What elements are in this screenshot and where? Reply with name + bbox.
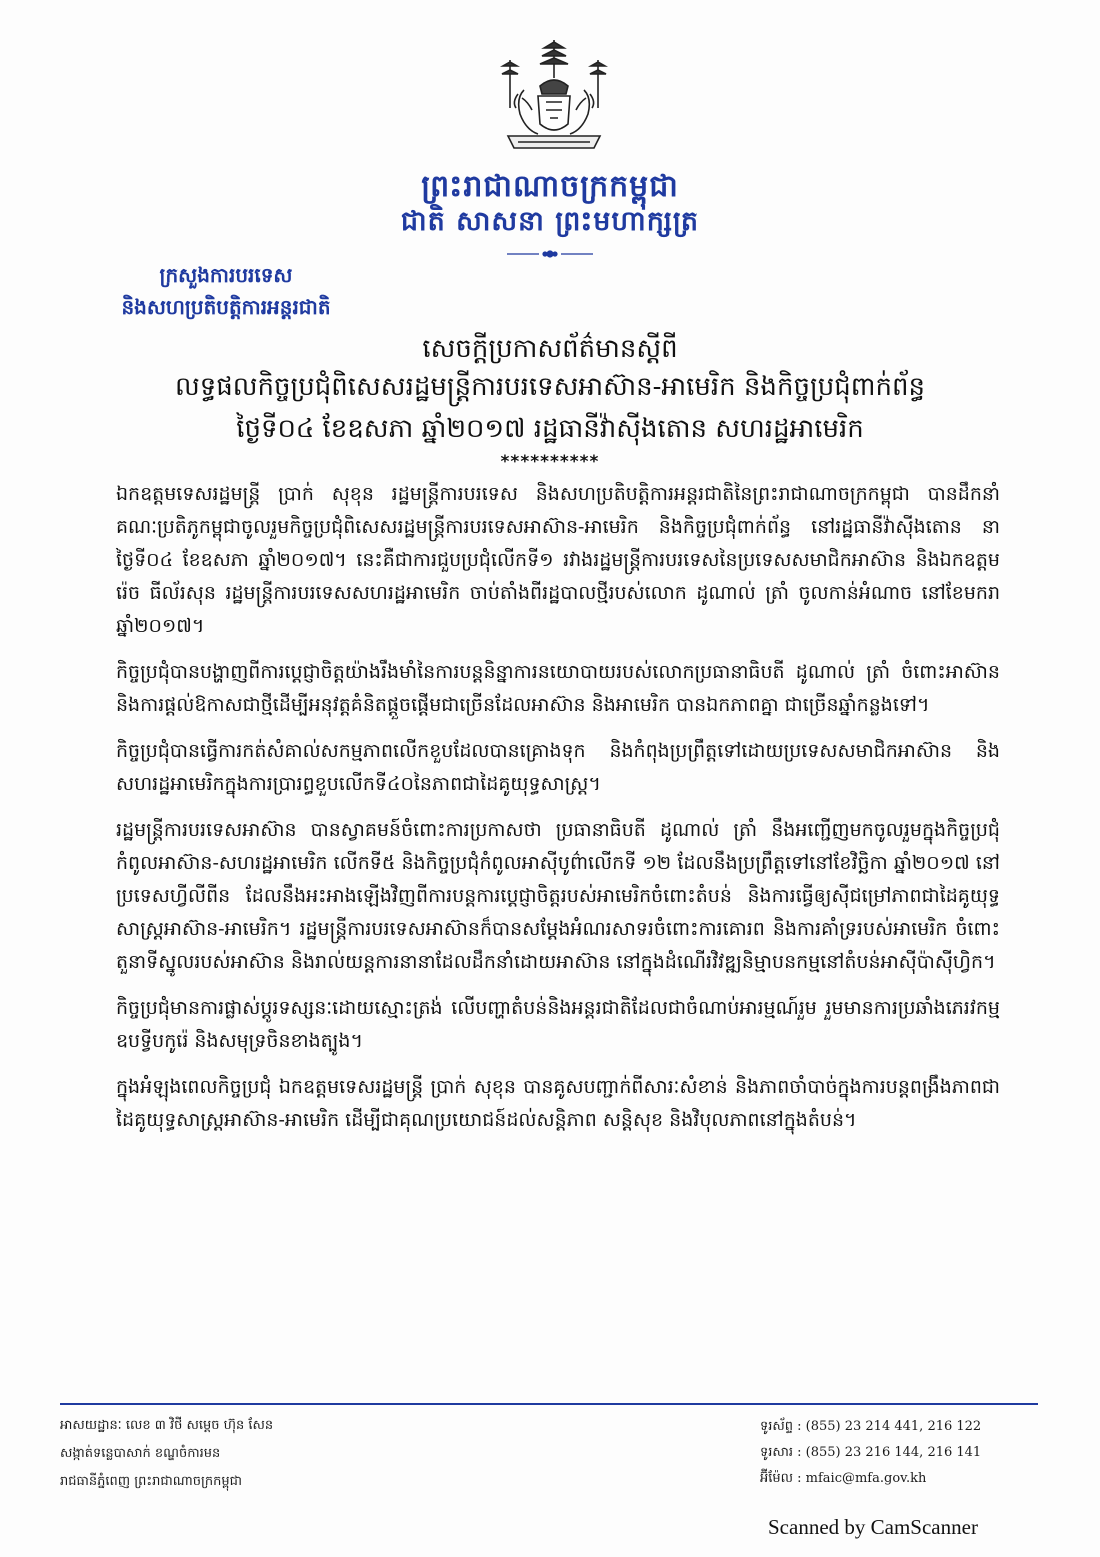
- address-line: រាជធានីភ្នំពេញ ព្រះរាជាណាចក្រកម្ពុជា: [60, 1474, 242, 1489]
- email-line: អ៊ីម៉ែល : mfaic@mfa.gov.kh: [760, 1471, 927, 1486]
- document-body: [116, 478, 1000, 1150]
- document-subject: លទ្ធផលកិច្ចប្រជុំពិសេសរដ្ឋមន្ត្រីការបរទេសអាស៊ាន-អាមេរិក និងកិច្ចប្រជុំពាក់ព័ន្ធ: [175, 372, 925, 402]
- address-line: សង្កាត់ទន្លេបាសាក់ ខណ្ឌចំការមន: [60, 1446, 221, 1461]
- kingdom-title: ព្រះរាជាណាចក្រកម្ពុជា: [421, 169, 679, 204]
- footer-divider: [60, 1403, 1038, 1405]
- footer-address: [60, 1412, 580, 1496]
- ministry-subtitle: និងសហប្រតិបត្តិការអន្តរជាតិ: [121, 295, 331, 319]
- scanner-watermark: Scanned by CamScanner: [768, 1515, 978, 1539]
- royal-coat-of-arms-icon: [488, 38, 620, 158]
- body-paragraph: ក្នុងអំឡុងពេលកិច្ចប្រជុំ ឯកឧត្តមទេសរដ្ឋមន្ត្រី ប្រាក់ សុខុន បានគូសបញ្ជាក់ពីសារៈសំខាន់ និងភាពចាំបាច់ក្នុងការបន្តពង្រឹងភាពជាដៃគូយុទ្ធសាស្ត្រអាស៊ាន-អាមេរិក ដើម្បីជាគុណប្រយោជន៍ដល់សន្តិភាព សន្តិសុខ និងវិបុលភាពនៅក្នុងតំបន់។: [116, 1076, 1000, 1131]
- body-paragraph: កិច្ចប្រជុំបានបង្ហាញពីការប្តេជ្ញាចិត្តយ៉ាងរឹងមាំនៃការបន្តនិន្នាការនយោបាយរបស់លោកប្រធានាធិបតី ដូណាល់ ត្រាំ ចំពោះអាស៊ាន និងការផ្តល់ឱកាសជាថ្មីដើម្បីអនុវត្តគំនិតផ្តួចផ្តើមជាច្រើនដែលអាស៊ាន និងអាមេរិក បានឯកភាពគ្នា ជាច្រើនឆ្នាំកន្លងទៅ។: [116, 661, 1000, 716]
- kingdom-motto: ជាតិ សាសនា ព្រះមហាក្សត្រ: [400, 206, 700, 237]
- phone-line: ទូរស័ព្ទ : (855) 23 214 441, 216 122: [760, 1419, 982, 1434]
- body-paragraph: កិច្ចប្រជុំបានធ្វើការកត់សំគាល់សកម្មភាពលើកខួបដែលបានគ្រោងទុក និងកំពុងប្រព្រឹត្តទៅដោយប្រទេសសមាជិកអាស៊ាន និងសហរដ្ឋអាមេរិកក្នុងការប្រារព្ធខួបលើកទី៤០នៃភាពជាដៃគូយុទ្ធសាស្ត្រ។: [116, 740, 1000, 795]
- body-paragraph: ឯកឧត្តមទេសរដ្ឋមន្ត្រី ប្រាក់ សុខុន រដ្ឋមន្ត្រីការបរទេស និងសហប្រតិបត្តិការអន្តរជាតិនៃព្រះរាជាណាចក្រកម្ពុជា បានដឹកនាំគណៈប្រតិភូកម្ពុជាចូលរួមកិច្ចប្រជុំពិសេសរដ្ឋមន្ត្រីការបរទេសអាស៊ាន-អាមេរិក និងកិច្ចប្រជុំពាក់ព័ន្ធ នៅរដ្ឋធានីវ៉ាស៊ីងតោន នាថ្ងៃទី០៤ ខែឧសភា ឆ្នាំ២០១៧។ នេះគឺជាការជួបប្រជុំលើកទី១ រវាងរដ្ឋមន្ត្រីការបរទេសនៃប្រទេសសមាជិកអាស៊ាន និងឯកឧត្តម រ៉េច ធីល័រសុន រដ្ឋមន្ត្រីការបរទេសសហរដ្ឋអាមេរិក ចាប់តាំងពីរដ្ឋបាលថ្មីរបស់លោក ដូណាល់ ត្រាំ ចូលកាន់អំណាច នៅខែមករា ឆ្នាំ២០១៧។: [116, 483, 1000, 637]
- body-paragraph: រដ្ឋមន្ត្រីការបរទេសអាស៊ាន បានស្វាគមន៍ចំពោះការប្រកាសថា ប្រធានាធិបតី ដូណាល់ ត្រាំ នឹងអញ្ជើញមកចូលរួមក្នុងកិច្ចប្រជុំកំពូលអាស៊ាន-សហរដ្ឋអាមេរិក លើកទី៥ និងកិច្ចប្រជុំកំពូលអាស៊ីបូព៌ាលើកទី ១២ ដែលនឹងប្រព្រឹត្តទៅនៅខែវិច្ឆិកា ឆ្នាំ២០១៧ នៅប្រទេសហ្វីលីពីន ដែលនឹងអះអាងឡើងវិញពីការបន្តការប្តេជ្ញាចិត្តរបស់អាមេរិកចំពោះតំបន់ និងការធ្វើឲ្យស៊ីជម្រៅភាពជាដៃគូយុទ្ធសាស្ត្រអាស៊ាន-អាមេរិក។ រដ្ឋមន្ត្រីការបរទេសអាស៊ានក៏បានសម្តែងអំណរសាទរចំពោះការគោរព និងការគាំទ្ររបស់អាមេរិក ចំពោះតួនាទីស្នូលរបស់អាស៊ាន និងរាល់យន្តការនានាដែលដឹកនាំដោយអាស៊ាន នៅក្នុងដំណើរវិវឌ្ឍនិម្មាបនកម្មនៅតំបន់អាស៊ីប៉ាស៊ីហ្វិក។: [116, 819, 1000, 973]
- document-date-location: ថ្ងៃទី០៤ ខែឧសភា ឆ្នាំ២០១៧ រដ្ឋធានីវ៉ាស៊ីងតោន សហរដ្ឋអាមេរិក: [236, 414, 864, 444]
- address-line: អាសយដ្ឋានៈ លេខ ៣ វិថី សម្តេច ហ៊ុន សែន: [60, 1418, 274, 1433]
- ornamental-divider-icon: [505, 248, 595, 260]
- document-title: សេចក្តីប្រកាសព័ត៌មានស្តីពី: [422, 334, 678, 364]
- ministry-name: ក្រសួងការបរទេស: [159, 263, 293, 287]
- fax-line: ទូរសារ : (855) 23 216 144, 216 141: [760, 1445, 982, 1460]
- footer-contacts: [760, 1414, 1050, 1492]
- body-paragraph: កិច្ចប្រជុំមានការផ្លាស់ប្តូរទស្សនៈដោយស្មោះត្រង់ លើបញ្ហាតំបន់និងអន្តរជាតិដែលជាចំណាប់អារម្មណ៍រួម រួមមានការប្រឆាំងភេរវកម្ម ឧបទ្វីបកូរ៉េ និងសមុទ្រចិនខាងត្បូង។: [116, 997, 1000, 1052]
- title-separator: **********: [500, 452, 600, 472]
